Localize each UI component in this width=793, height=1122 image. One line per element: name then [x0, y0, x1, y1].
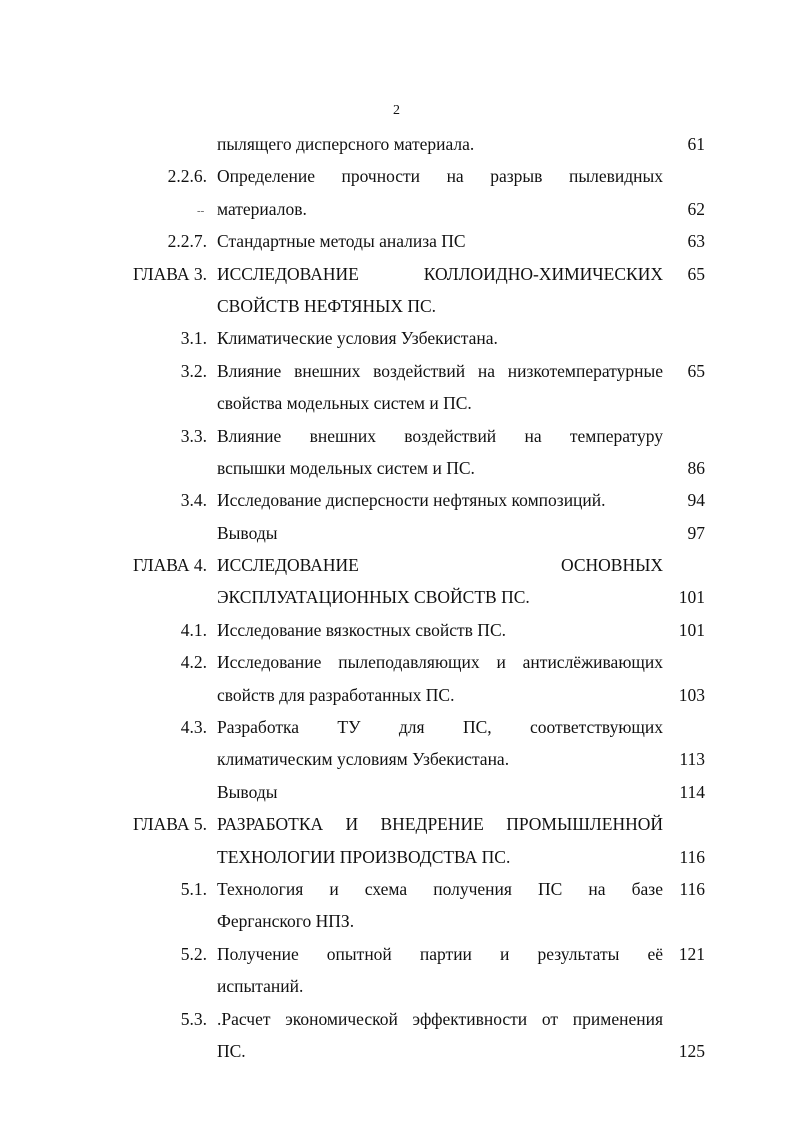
page-reference: 103: [678, 684, 705, 705]
section-title: Влияние внешних воздействий на температуру: [217, 425, 663, 446]
toc-line: [0, 225, 793, 257]
toc-line: [0, 646, 793, 678]
section-number: 2.2.7.: [167, 231, 207, 252]
page-number: 2: [393, 103, 400, 118]
toc-entry: [0, 776, 793, 808]
section-number: 4.1.: [180, 619, 207, 640]
page-reference: 65: [687, 263, 705, 284]
toc-entry: [0, 873, 793, 938]
section-title: Исследование дисперсности нефтяных композиций.: [217, 490, 606, 511]
section-title: свойства модельных систем и ПС.: [217, 393, 472, 414]
toc-line: [0, 387, 793, 419]
toc-entry: [0, 322, 793, 354]
toc-line: [0, 452, 793, 484]
section-number: 5.1.: [180, 878, 207, 899]
toc-line: [0, 322, 793, 354]
section-title: Климатические условия Узбекистана.: [217, 328, 498, 349]
section-number: ГЛАВА 3.: [132, 263, 207, 284]
section-title: Исследование вязкостных свойств ПС.: [217, 619, 506, 640]
toc-entry: [0, 1003, 793, 1068]
section-title: пылящего дисперсного материала.: [217, 134, 475, 154]
toc-entry: [0, 484, 793, 516]
toc-line: [0, 549, 793, 581]
toc-entry: [0, 160, 793, 225]
toc-entry: [0, 646, 793, 711]
toc-entry: [0, 938, 793, 1003]
section-title: ИССЛЕДОВАНИЕ ОСНОВНЫХ: [217, 555, 663, 576]
toc-line: [0, 938, 793, 970]
section-number: 5.2.: [180, 943, 207, 964]
page-reference: 97: [687, 522, 705, 543]
page-reference: 62: [687, 198, 705, 219]
page-reference: 114: [679, 781, 705, 802]
section-number: 4.3.: [180, 717, 207, 738]
section-title: Получение опытной партии и результаты её: [217, 943, 663, 964]
toc-line: [0, 1003, 793, 1035]
section-title: ТЕХНОЛОГИИ ПРОИЗВОДСТВА ПС.: [217, 846, 511, 867]
page-reference: 121: [678, 943, 705, 964]
toc-entry: [0, 128, 793, 160]
section-title: Исследование пылеподавляющих и антислёживающих: [217, 652, 663, 673]
section-number: 3.4.: [180, 490, 207, 511]
section-title: ЭКСПЛУАТАЦИОННЫХ СВОЙСТВ ПС.: [217, 587, 530, 608]
toc-line: [0, 128, 793, 160]
toc-line: [0, 355, 793, 387]
section-title: Разработка ТУ для ПС, соответствующих: [217, 717, 663, 738]
page-reference: 101: [678, 619, 705, 640]
section-title: ИССЛЕДОВАНИЕ КОЛЛОИДНО-ХИМИЧЕСКИХ: [217, 263, 663, 284]
toc-line: [0, 743, 793, 775]
section-number: ГЛАВА 4.: [132, 555, 207, 576]
toc-line: [0, 808, 793, 840]
toc-entry: [0, 355, 793, 420]
page-reference: 125: [678, 1040, 705, 1061]
toc-line: [0, 711, 793, 743]
section-number: 5.3.: [180, 1008, 207, 1029]
page-reference: 65: [687, 360, 705, 381]
toc-entry: [0, 225, 793, 257]
section-title: Определение прочности на разрыв пылевидных: [217, 166, 663, 187]
toc-line: [0, 614, 793, 646]
section-title: Технология и схема получения ПС на базе: [217, 878, 663, 899]
toc-line: [0, 970, 793, 1002]
section-title: вспышки модельных систем и ПС.: [217, 457, 475, 478]
toc-entry: [0, 420, 793, 485]
section-title: Влияние внешних воздействий на низкотемпературные: [217, 360, 663, 381]
toc-line: [0, 873, 793, 905]
toc-entry: [0, 258, 793, 323]
toc-line: [0, 290, 793, 322]
toc-entry: [0, 549, 793, 614]
toc-entry: [0, 517, 793, 549]
page-reference: 94: [687, 490, 705, 511]
toc-entry: [0, 808, 793, 873]
toc-line: [0, 841, 793, 873]
section-title: климатическим условиям Узбекистана.: [217, 749, 510, 770]
section-title: Выводы: [217, 522, 278, 543]
toc-line: [0, 776, 793, 808]
page-reference: 116: [679, 846, 705, 867]
section-title: материалов.: [217, 198, 307, 219]
section-number: 2.2.6.: [167, 166, 207, 187]
table-of-contents: [0, 128, 793, 1067]
page-reference: 116: [679, 878, 705, 899]
toc-line: [0, 160, 793, 192]
section-title: ПС.: [217, 1040, 246, 1061]
toc-line: [0, 517, 793, 549]
page-reference: 63: [687, 231, 705, 252]
section-number: 3.3.: [180, 425, 207, 446]
toc-line: [0, 905, 793, 937]
toc-line: [0, 484, 793, 516]
page-reference: 86: [687, 457, 705, 478]
section-number: ГЛАВА 5.: [132, 814, 207, 835]
toc-line: [0, 1035, 793, 1067]
section-title: Ферганского НПЗ.: [217, 911, 355, 932]
section-number: 4.2.: [180, 652, 207, 673]
section-number: 3.2.: [180, 360, 207, 381]
margin-mark: --: [197, 204, 205, 217]
toc-entry: [0, 614, 793, 646]
toc-line: [0, 581, 793, 613]
section-title: СВОЙСТВ НЕФТЯНЫХ ПС.: [217, 295, 437, 316]
page-reference: 61: [687, 134, 705, 154]
section-title: .Расчет экономической эффективности от применения: [217, 1008, 663, 1029]
toc-line: [0, 420, 793, 452]
toc-line: [0, 258, 793, 290]
section-title: РАЗРАБОТКА И ВНЕДРЕНИЕ ПРОМЫШЛЕННОЙ: [217, 814, 663, 835]
page-reference: 113: [679, 749, 705, 770]
section-number: 3.1.: [180, 328, 207, 349]
toc-line: [0, 193, 793, 225]
toc-entry: [0, 711, 793, 776]
toc-line: [0, 679, 793, 711]
section-title: Выводы: [217, 781, 278, 802]
page-reference: 101: [678, 587, 705, 608]
section-title: свойств для разработанных ПС.: [217, 684, 455, 705]
section-title: Стандартные методы анализа ПС: [217, 231, 466, 252]
section-title: испытаний.: [217, 976, 304, 997]
